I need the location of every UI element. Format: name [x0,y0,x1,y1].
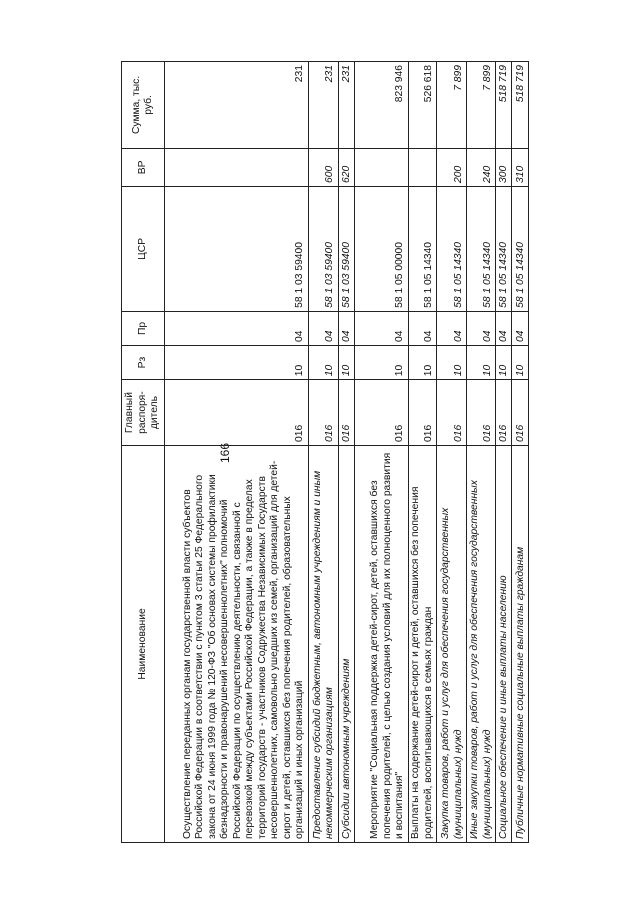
cell-admin: 016 [467,380,496,446]
cell-admin: 016 [308,380,338,446]
cell-admin: 016 [338,380,354,446]
cell-pr: 04 [467,311,496,345]
cell-csr: 58 1 05 14340 [437,186,467,311]
cell-sum: 526 618 [408,62,437,149]
cell-rz: 10 [467,346,496,380]
cell-sum: 823 946 [355,62,408,149]
cell-rz: 10 [338,346,354,380]
header-rz: Рз [122,346,165,380]
cell-name: Субсидии автономным учреждениям [338,445,354,842]
cell-pr: 04 [308,311,338,345]
cell-rz: 10 [496,346,512,380]
table-row [512,62,529,843]
cell-vr: 240 [467,148,496,186]
cell-vr: 200 [437,148,467,186]
table-row [355,62,408,843]
cell-vr: 600 [308,148,338,186]
cell-vr: 620 [338,148,354,186]
header-csr: ЦСР [122,186,165,311]
budget-table [121,61,529,843]
cell-name: Иные закупки товаров, работ и услуг для обеспечения государственных (муниципальных) нужд [467,445,496,842]
cell-name: Выплаты на содержание детей-сирот и детей, оставшихся без попечения родителей, воспитывающихся в семьях граждан [408,445,437,842]
cell-pr: 04 [165,311,309,345]
table-row [467,62,496,843]
cell-csr: 58 1 03 59400 [338,186,354,311]
cell-pr: 04 [355,311,408,345]
cell-sum: 231 [308,62,338,149]
cell-csr: 58 1 05 00000 [355,186,408,311]
cell-rz: 10 [437,346,467,380]
cell-rz: 10 [408,346,437,380]
cell-csr: 58 1 05 14340 [496,186,512,311]
cell-name: Мероприятие "Социальная поддержка детей-сирот, детей, оставшихся без попечения родителей, с целью создания условий для их полноценного развития и воспитания" [355,445,408,842]
cell-vr: 310 [512,148,529,186]
cell-sum: 231 [338,62,354,149]
cell-name: Социальное обеспечение и иные выплаты населению [496,445,512,842]
cell-admin: 016 [512,380,529,446]
cell-admin: 016 [165,380,309,446]
cell-admin: 016 [437,380,467,446]
cell-sum: 518 719 [496,62,512,149]
header-sum: Сумма, тыс. руб. [122,62,165,149]
cell-vr [408,148,437,186]
cell-csr: 58 1 05 14340 [467,186,496,311]
cell-csr: 58 1 05 14340 [408,186,437,311]
cell-rz: 10 [165,346,309,380]
table-row [165,62,309,843]
table-row [408,62,437,843]
cell-vr [355,148,408,186]
table-row [338,62,354,843]
cell-sum: 7 899 [437,62,467,149]
cell-pr: 04 [338,311,354,345]
cell-sum: 231 [165,62,309,149]
header-vr: ВР [122,148,165,186]
header-pr: Пр [122,311,165,345]
table-row [437,62,467,843]
cell-sum: 518 719 [512,62,529,149]
header-admin: Главный распоря-дитель [122,380,165,446]
page-number: 166 [218,442,232,464]
cell-admin: 016 [496,380,512,446]
budget-table-container [121,61,529,843]
cell-sum: 7 899 [467,62,496,149]
cell-pr: 04 [496,311,512,345]
cell-name: Публичные нормативные социальные выплаты гражданам [512,445,529,842]
cell-csr: 58 1 03 59400 [165,186,309,311]
cell-rz: 10 [355,346,408,380]
header-row [122,62,165,843]
cell-csr: 58 1 03 59400 [308,186,338,311]
cell-name: Предоставление субсидий бюджетным, автономным учреждениям и иным некоммерческим организациям [308,445,338,842]
header-name: Наименование [122,445,165,842]
cell-pr: 04 [408,311,437,345]
cell-pr: 04 [437,311,467,345]
cell-pr: 04 [512,311,529,345]
cell-admin: 016 [408,380,437,446]
cell-vr: 300 [496,148,512,186]
cell-rz: 10 [308,346,338,380]
cell-rz: 10 [512,346,529,380]
cell-name: Осуществление переданных органам государственной власти субъектов Российской Федерации в соответствии с пунктом 3 статьи 25 Федерального закона от 24 июня 1999 года № 120-ФЗ "Об основах системы профилактики безнадзорности и правонарушений несовершеннолетних" полномочий Российской Федерации по осуществлению деятельности, связанной с перевозкой между субъектами Российской Федерации, а также в пределах территорий государств - участников Содружества Независимых Государств несовершеннолетних, самовольно ушедших из семей, организаций для детей-сирот и детей, оставшихся без попечения родителей, образовательных организаций и иных организаций [165,445,309,842]
table-row [308,62,338,843]
table-row [496,62,512,843]
cell-admin: 016 [355,380,408,446]
cell-csr: 58 1 05 14340 [512,186,529,311]
cell-name: Закупка товаров, работ и услуг для обеспечения государственных (муниципальных) нужд [437,445,467,842]
cell-vr [165,148,309,186]
